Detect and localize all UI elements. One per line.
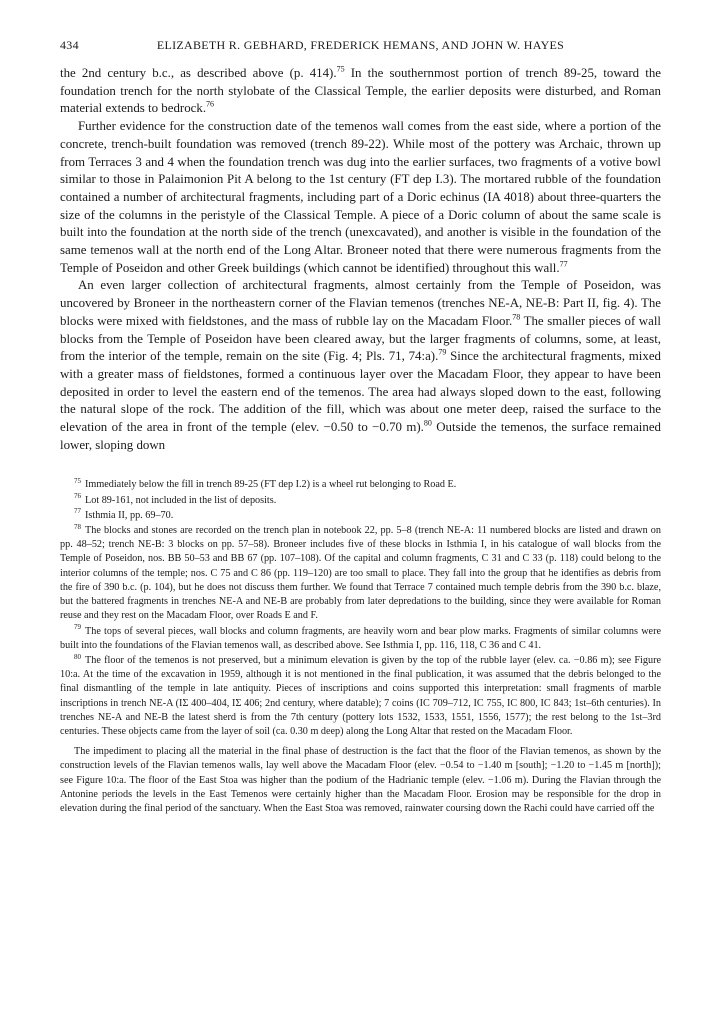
running-title: ELIZABETH R. GEBHARD, FREDERICK HEMANS, AND JOHN W. HAYES [156,38,565,52]
footnote-ref[interactable]: 76 [206,100,215,110]
footnote-ref[interactable]: 77 [559,259,568,269]
page [60,38,661,816]
footnote: $^{79}$ The tops of several pieces, wall blocks and column fragments, are heavily worn and bear plow marks. Fragments of similar columns were built into the foundations of the Flavian temenos wall, as described above. See Isthmia I, pp. 116, 118, C 36 and C 41. [60,623,661,651]
footnote: $^{77}$ Isthmia II, pp. 69–70. [74,507,174,521]
footnote: $^{80}$ The floor of the temenos is not preserved, but a minimum elevation is given by the top of the rubble layer (elev. ca. −0.86 m); see Figure 10:a. At the time of the excavation in 1959, although it is not mentioned in the final publication, it was assumed that the debris belonged to the final dismantling of the temple in late antiquity. Pieces of inscriptions and coins supported this interpretation: small fragments of marble inscriptions in trench NE-A (IΣ 400–404, IΣ 406; 2nd century, where datable); 7 coins (IC 709–712, IC 755, IC 800, IC 843; 1st–6th centuries). In trenches NE-A and NE-B the latest sherd is from the 7th century (pottery lots 1532, 1533, 1551, 1556, 1577); the rest belong to the 1st–3rd centuries. These objects came from the layer of soil (ca. 0.30 m deep) along the Long Altar that rested on the Macadam Floor. [60,652,661,737]
footnotes [60,478,661,816]
footnote-ref[interactable]: 78 [512,312,521,322]
paragraph: Further evidence for the construction date of the temenos wall comes from the east side, where a portion of the concrete, trench-built foundation was removed (trench 89-22). While most of the pottery was Archaic, thrown up from Terraces 3 and 4 when the foundation trench was dug into the earlier surfaces, two fragments of a votive bowl similar to those in Palaimonion Pit A belong to the 1st century (FT dep I.3). The mortared rubble of the foundation contained a number of architectural fragments, including part of a Doric echinus (IA 4018) about three-quarters the size of the columns in the peristyle of the Classical Temple. A piece of a Doric column of about the same scale is built into the foundation at the north side of the trench (unexcavated), and another is visible in the foundation of the same temenos wall at the north end of the Long Altar. Broneer noted that there were numerous fragments from the Temple of Poseidon and other Greek buildings (which cannot be identified) throughout this wall.$^{77}$ [60,119,661,275]
footnote: $^{75}$ Immediately below the fill in trench 89-25 (FT dep I.2) is a wheel rut belonging to Road E. [74,477,457,491]
page-number: 434 [60,38,79,52]
main-text [60,65,661,454]
paragraph: the 2nd century b.c., as described above (p. 414).$^{75}$ In the southernmost portion of trench 89-25, toward the foundation trench for the north stylobate of the Classical Temple, the earlier deposits were disturbed, and Roman material extends to bedrock.$^{76}$ [60,64,661,116]
footnote-ref[interactable]: 75 [336,64,345,74]
paragraph: An even larger collection of architectural fragments, almost certainly from the Temple of Poseidon, was uncovered by Broneer in the northeastern corner of the Flavian temenos (trenches NE-A, NE-B: Part II, fig. 4). The blocks were mixed with fieldstones, and the mass of rubble lay on the Macadam Floor.$^{78}$ The smaller pieces of wall blocks from the Temple of Poseidon have been cleared away, but the larger fragments of columns, some, at least, from the interior of the temple, remain on the site (Fig. 4; Pls. 71, 74:a).$^{79}$ Since the architectural fragments, mixed with a greater mass of fieldstones, formed a continuous layer over the Macadam Floor, they appear to have been deposited in order to level the eastern end of the temenos. The area had always sloped down to the east, following the natural slope of the rock. The addition of the fill, which was about one meter deep, raised the surface to the elevation of the area in front of the temple (elev. −0.50 to −0.70 m).$^{80}$ Outside the temenos, the surface remained lower, sloping down [60,278,662,452]
footnote-ref[interactable]: 79 [438,347,447,357]
footnote: $^{76}$ Lot 89-161, not included in the list of deposits. [74,492,277,506]
footnote-continuation: The impediment to placing all the material in the final phase of destruction is the fact that the floor of the Flavian temenos, as shown by the construction levels of the Flavian temenos walls, lay well above the Macadam Floor (elev. −0.54 to −1.40 m [south]; −1.20 to −1.45 m [north]); see Figure 10:a. The floor of the East Stoa was higher than the podium of the Hadrianic temple (elev. −1.06 m). During the Flavian through the Antonine periods the levels in the East Temenos were certainly higher than the Macadam Floor. Erosion may be responsible for the drop in elevation during the final period of the sanctuary. When the East Stoa was removed, rainwater coursing down the Rachi could have carried off the [60,746,661,814]
footnote-ref[interactable]: 80 [423,418,432,428]
running-header [60,38,661,53]
footnote: $^{78}$ The blocks and stones are recorded on the trench plan in notebook 22, pp. 5–8 (trench NE-A: 11 numbered blocks are listed and drawn on pp. 48–52; trench NE-B: 3 blocks on pp. 57–58). Broneer includes five of these blocks in Isthmia I, in his catalogue of wall blocks from the Temple of Poseidon, nos. BB 50–53 and BB 67 (pp. 107–108). Of the capital and column fragments, C 31 and C 33 (p. 118) could belong to the interior columns of the temple; nos. C 75 and C 86 (pp. 119–120) are too small to place. They fall into the group that he identifies as debris from the fire of 390 b.c. (p. 104), but he does not discuss them further. We found that Terrace 7 contained much temple debris from the 390 b.c. blaze, but the battered fragments in trenches NE-A and NE-B are probably from later depredations to the building, since they were available for Roman reuse and they rest on the Macadam Floor, over Roads E and F. [60,522,661,622]
